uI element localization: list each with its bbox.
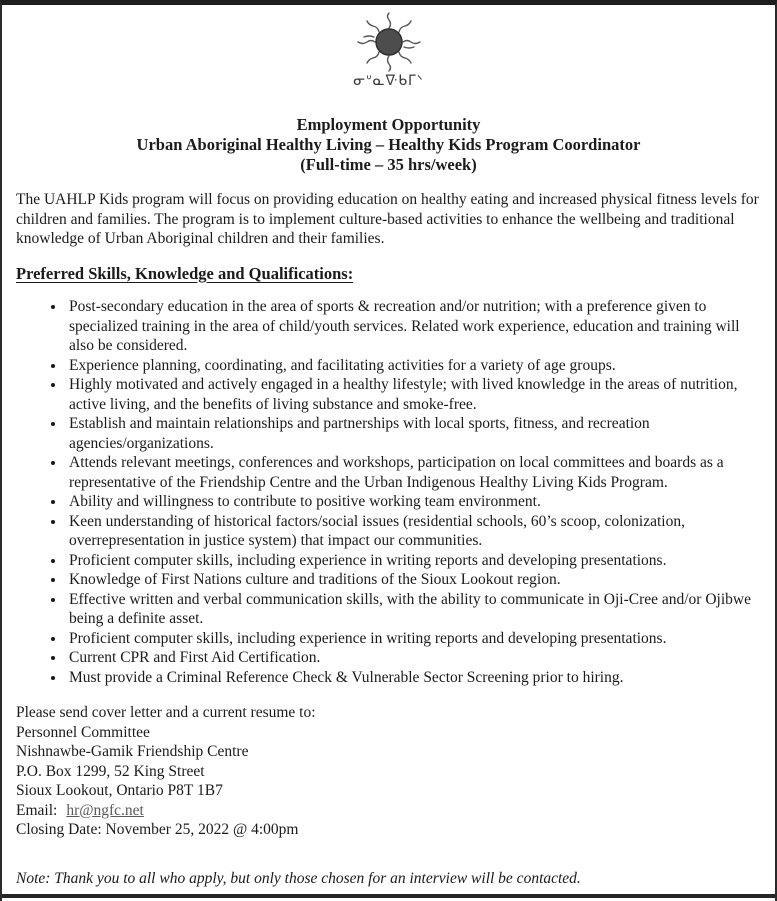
- skill-item: • Post-secondary education in the area of sports & recreation and/or nutrition; with a preference given to specialized training in the area of child/youth services. Related work experience, education and training will also be considered.: [66, 297, 761, 356]
- apply-intro-line: Please send cover letter and a current resume to:: [16, 704, 316, 721]
- address-line: Nishnawbe-Gamik Friendship Centre: [16, 743, 249, 760]
- document-body: [2, 190, 775, 840]
- skill-item: • Knowledge of First Nations culture and traditions of the Sioux Lookout region.: [66, 570, 761, 590]
- skill-item: • Must provide a Criminal Reference Check & Vulnerable Sector Screening prior to hiring.: [66, 668, 761, 688]
- email-label: Email:: [16, 801, 58, 819]
- skill-item: • Ability and willingness to contribute to positive working team environment.: [66, 492, 761, 512]
- apply-address-lines: [16, 723, 761, 801]
- skill-item: • Effective written and verbal communication skills, with the ability to communicate in Oji-Cree and/or Ojibwe being a definite asset.: [66, 590, 761, 629]
- title-line-3: (Full-time – 35 hrs/week): [300, 155, 477, 174]
- skills-list: [16, 297, 761, 687]
- skill-item: • Establish and maintain relationships and partnerships with local sports, fitness, and recreation agencies/organizations.: [66, 414, 761, 453]
- title-line-2: Urban Aboriginal Healthy Living – Healthy Kids Program Coordinator: [136, 135, 641, 154]
- bottom-border-rule: [2, 894, 775, 898]
- email-link[interactable]: hr@ngfc.net: [66, 801, 144, 819]
- closing-date-line: Closing Date: November 25, 2022 @ 4:00pm: [16, 821, 299, 838]
- intro-paragraph: The UAHLP Kids program will focus on providing education on healthy eating and increased physical fitness levels for children and families. The program is to implement culture-based activities to enhance the wellbeing and traditional knowledge of Urban Aboriginal children and their families.: [16, 191, 759, 247]
- logo-syllabics-text: ᓂᐡᓇᐍᑲᒥᐠ: [353, 73, 424, 89]
- document-title: [2, 115, 775, 175]
- footer-note: Note: Thank you to all who apply, but only those chosen for an interview will be contacted.: [16, 870, 581, 887]
- application-instructions: [16, 703, 761, 840]
- skill-item: • Keen understanding of historical factors/social issues (residential schools, 60’s scoop, colonization, overrepresentation in justice system) that impact our communities.: [66, 512, 761, 551]
- address-line: Sioux Lookout, Ontario P8T 1B7: [16, 782, 223, 799]
- skill-item: • Proficient computer skills, including experience in writing reports and developing presentations.: [66, 629, 761, 649]
- skill-item: • Attends relevant meetings, conferences and workshops, participation on local committees and boards as a representative of the Friendship Centre and the Urban Indigenous Healthy Living Kids Program.: [66, 453, 761, 492]
- skill-item: • Highly motivated and actively engaged in a healthy lifestyle; with lived knowledge in the areas of nutrition, active living, and the benefits of living substance and smoke-free.: [66, 375, 761, 414]
- skill-item: • Proficient computer skills, including experience in writing reports and developing presentations.: [66, 551, 761, 571]
- skills-heading: Preferred Skills, Knowledge and Qualifications:: [16, 263, 354, 283]
- skill-item: • Current CPR and First Aid Certification.: [66, 648, 761, 668]
- skill-item: • Experience planning, coordinating, and facilitating activities for a variety of age groups.: [66, 356, 761, 376]
- address-line: P.O. Box 1299, 52 King Street: [16, 762, 205, 780]
- organization-logo: [2, 5, 775, 88]
- sun-logo-icon: [341, 10, 437, 76]
- address-line: Personnel Committee: [16, 723, 150, 741]
- email-row: [16, 801, 761, 821]
- title-line-1: Employment Opportunity: [296, 115, 481, 134]
